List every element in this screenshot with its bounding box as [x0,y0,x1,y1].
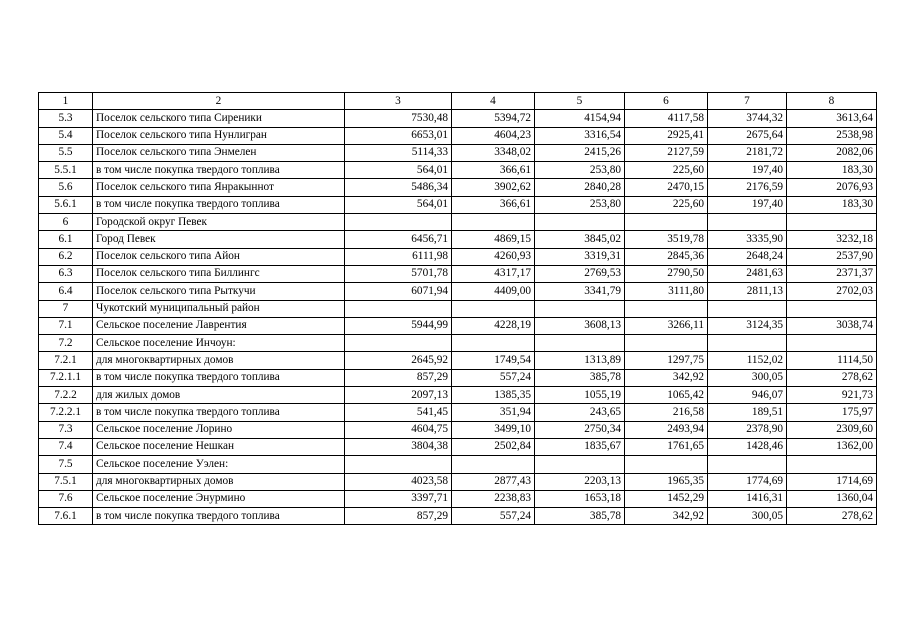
value-cell-col-7 [708,214,787,231]
value-cell-col-5: 2750,34 [535,421,625,438]
value-cell-col-4: 366,61 [452,162,535,179]
value-cell-col-7 [708,456,787,473]
table-row [39,404,877,421]
row-number-cell: 7.2.2 [39,387,93,404]
value-cell-col-7 [708,335,787,352]
value-cell-col-6: 2925,41 [625,127,708,144]
value-cell-col-8: 3232,18 [787,231,877,248]
value-cell-col-3: 3397,71 [345,490,452,507]
row-number-cell: 5.5 [39,144,93,161]
table-row [39,265,877,282]
value-cell-col-5: 2415,26 [535,144,625,161]
value-cell-col-4: 2877,43 [452,473,535,490]
value-cell-col-7: 197,40 [708,162,787,179]
value-cell-col-8 [787,456,877,473]
table-row [39,110,877,127]
value-cell-col-8: 183,30 [787,162,877,179]
row-number-cell: 7.6 [39,490,93,507]
row-name-cell: для жилых домов [93,387,345,404]
row-name-cell: Поселок сельского типа Айон [93,248,345,265]
table-row [39,456,877,473]
row-name-cell: Поселок сельского типа Рыткучи [93,283,345,300]
value-cell-col-3: 857,29 [345,369,452,386]
value-cell-col-8: 1362,00 [787,438,877,455]
value-cell-col-4: 366,61 [452,196,535,213]
value-cell-col-6: 342,92 [625,369,708,386]
row-number-cell: 6 [39,214,93,231]
table-row [39,438,877,455]
value-cell-col-8: 2076,93 [787,179,877,196]
row-number-cell: 7.6.1 [39,508,93,525]
value-cell-col-7: 2675,64 [708,127,787,144]
value-cell-col-3: 2645,92 [345,352,452,369]
value-cell-col-4: 3499,10 [452,421,535,438]
table-row [39,317,877,334]
table-row [39,127,877,144]
row-number-cell: 7.5 [39,456,93,473]
value-cell-col-4: 5394,72 [452,110,535,127]
value-cell-col-4: 4228,19 [452,317,535,334]
value-cell-col-4: 1385,35 [452,387,535,404]
value-cell-col-3: 564,01 [345,162,452,179]
value-cell-col-6 [625,335,708,352]
value-cell-col-5: 2840,28 [535,179,625,196]
value-cell-col-8: 2702,03 [787,283,877,300]
row-name-cell: Городской округ Певек [93,214,345,231]
value-cell-col-5: 3341,79 [535,283,625,300]
value-cell-col-5: 2769,53 [535,265,625,282]
value-cell-col-3: 6071,94 [345,283,452,300]
value-cell-col-3: 6111,98 [345,248,452,265]
table-row [39,179,877,196]
value-cell-col-8: 921,73 [787,387,877,404]
value-cell-col-7: 2378,90 [708,421,787,438]
table-row [39,387,877,404]
value-cell-col-6: 225,60 [625,162,708,179]
row-name-cell: для многоквартирных домов [93,473,345,490]
value-cell-col-4: 4260,93 [452,248,535,265]
value-cell-col-6: 3266,11 [625,317,708,334]
row-name-cell: Поселок сельского типа Нунлигран [93,127,345,144]
table-row [39,144,877,161]
value-cell-col-8: 2537,90 [787,248,877,265]
row-number-cell: 6.3 [39,265,93,282]
value-cell-col-6: 2845,36 [625,248,708,265]
row-number-cell: 5.5.1 [39,162,93,179]
row-name-cell: Сельское поселение Нешкан [93,438,345,455]
row-name-cell: в том числе покупка твердого топлива [93,508,345,525]
value-cell-col-7: 1774,69 [708,473,787,490]
row-number-cell: 7.2.2.1 [39,404,93,421]
table-row [39,421,877,438]
value-cell-col-5: 253,80 [535,162,625,179]
row-name-cell: в том числе покупка твердого топлива [93,162,345,179]
value-cell-col-4: 1749,54 [452,352,535,369]
row-name-cell: Поселок сельского типа Сиреники [93,110,345,127]
row-number-cell: 5.3 [39,110,93,127]
table-row [39,283,877,300]
value-cell-col-5: 243,65 [535,404,625,421]
row-number-cell: 7.1 [39,317,93,334]
row-number-cell: 6.4 [39,283,93,300]
value-cell-col-8: 1360,04 [787,490,877,507]
value-cell-col-7: 3335,90 [708,231,787,248]
table-row [39,352,877,369]
value-cell-col-4: 3902,62 [452,179,535,196]
value-cell-col-8: 2538,98 [787,127,877,144]
row-number-cell: 7.4 [39,438,93,455]
value-cell-col-6: 1965,35 [625,473,708,490]
table-row [39,162,877,179]
value-cell-col-6: 1065,42 [625,387,708,404]
value-cell-col-6: 342,92 [625,508,708,525]
value-cell-col-7: 300,05 [708,369,787,386]
value-cell-col-7: 2648,24 [708,248,787,265]
value-cell-col-5 [535,300,625,317]
row-name-cell: для многоквартирных домов [93,352,345,369]
value-cell-col-6: 2127,59 [625,144,708,161]
value-cell-col-7: 2811,13 [708,283,787,300]
value-cell-col-6: 1452,29 [625,490,708,507]
value-cell-col-3: 5944,99 [345,317,452,334]
value-cell-col-6 [625,300,708,317]
value-cell-col-4: 4604,23 [452,127,535,144]
value-cell-col-4: 557,24 [452,508,535,525]
column-number-row [39,93,877,110]
column-number-cell: 6 [625,93,708,110]
column-number-cell: 4 [452,93,535,110]
value-cell-col-5: 1653,18 [535,490,625,507]
row-number-cell: 7.2 [39,335,93,352]
value-cell-col-3 [345,214,452,231]
value-cell-col-3: 5114,33 [345,144,452,161]
value-cell-col-7: 946,07 [708,387,787,404]
value-cell-col-8: 183,30 [787,196,877,213]
row-name-cell: Сельское поселение Лаврентия [93,317,345,334]
table-row [39,196,877,213]
table-row [39,369,877,386]
value-cell-col-3: 5701,78 [345,265,452,282]
value-cell-col-3 [345,456,452,473]
value-cell-col-4: 4869,15 [452,231,535,248]
value-cell-col-7: 300,05 [708,508,787,525]
value-cell-col-4: 3348,02 [452,144,535,161]
value-cell-col-7: 3744,32 [708,110,787,127]
row-number-cell: 5.6.1 [39,196,93,213]
value-cell-col-8: 2309,60 [787,421,877,438]
value-cell-col-6: 2493,94 [625,421,708,438]
table-row [39,214,877,231]
row-name-cell: Чукотский муниципальный район [93,300,345,317]
value-cell-col-7: 197,40 [708,196,787,213]
value-cell-col-4: 2238,83 [452,490,535,507]
row-name-cell: Город Певек [93,231,345,248]
value-cell-col-7 [708,300,787,317]
value-cell-col-5 [535,456,625,473]
value-cell-col-3: 564,01 [345,196,452,213]
row-number-cell: 5.4 [39,127,93,144]
value-cell-col-8: 278,62 [787,508,877,525]
value-cell-col-4: 4317,17 [452,265,535,282]
row-number-cell: 7.2.1.1 [39,369,93,386]
column-number-cell: 3 [345,93,452,110]
row-name-cell: Сельское поселение Энурмино [93,490,345,507]
value-cell-col-3: 5486,34 [345,179,452,196]
value-cell-col-8: 1114,50 [787,352,877,369]
tariff-table-body [39,93,877,525]
table-row [39,231,877,248]
value-cell-col-4 [452,335,535,352]
row-name-cell: в том числе покупка твердого топлива [93,404,345,421]
row-number-cell: 6.2 [39,248,93,265]
value-cell-col-5 [535,335,625,352]
value-cell-col-6: 4117,58 [625,110,708,127]
value-cell-col-7: 1152,02 [708,352,787,369]
value-cell-col-3: 4023,58 [345,473,452,490]
value-cell-col-4 [452,214,535,231]
value-cell-col-4: 4409,00 [452,283,535,300]
value-cell-col-4: 557,24 [452,369,535,386]
value-cell-col-6 [625,456,708,473]
row-number-cell: 7.5.1 [39,473,93,490]
row-name-cell: Сельское поселение Инчоун: [93,335,345,352]
value-cell-col-4 [452,456,535,473]
row-name-cell: Поселок сельского типа Янракыннот [93,179,345,196]
value-cell-col-7: 1428,46 [708,438,787,455]
value-cell-col-3: 4604,75 [345,421,452,438]
value-cell-col-3 [345,300,452,317]
value-cell-col-5: 3608,13 [535,317,625,334]
value-cell-col-8 [787,335,877,352]
value-cell-col-8: 278,62 [787,369,877,386]
value-cell-col-6: 3519,78 [625,231,708,248]
value-cell-col-8: 2082,06 [787,144,877,161]
value-cell-col-8: 175,97 [787,404,877,421]
value-cell-col-5: 385,78 [535,369,625,386]
value-cell-col-5: 3319,31 [535,248,625,265]
value-cell-col-7: 2481,63 [708,265,787,282]
value-cell-col-4 [452,300,535,317]
row-number-cell: 5.6 [39,179,93,196]
value-cell-col-7: 2176,59 [708,179,787,196]
value-cell-col-5: 1055,19 [535,387,625,404]
column-number-cell: 5 [535,93,625,110]
column-number-cell: 8 [787,93,877,110]
value-cell-col-3: 2097,13 [345,387,452,404]
value-cell-col-6: 3111,80 [625,283,708,300]
row-number-cell: 7.2.1 [39,352,93,369]
value-cell-col-8 [787,300,877,317]
row-name-cell: Сельское поселение Лорино [93,421,345,438]
value-cell-col-6 [625,214,708,231]
tariff-table [38,92,877,525]
column-number-cell: 7 [708,93,787,110]
value-cell-col-6: 2470,15 [625,179,708,196]
value-cell-col-6: 216,58 [625,404,708,421]
row-name-cell: в том числе покупка твердого топлива [93,369,345,386]
value-cell-col-3: 3804,38 [345,438,452,455]
value-cell-col-7: 189,51 [708,404,787,421]
value-cell-col-7: 1416,31 [708,490,787,507]
value-cell-col-8: 3613,64 [787,110,877,127]
value-cell-col-4: 2502,84 [452,438,535,455]
value-cell-col-5: 1835,67 [535,438,625,455]
value-cell-col-6: 2790,50 [625,265,708,282]
value-cell-col-5 [535,214,625,231]
value-cell-col-3: 541,45 [345,404,452,421]
column-number-cell: 2 [93,93,345,110]
row-number-cell: 7.3 [39,421,93,438]
row-name-cell: Поселок сельского типа Энмелен [93,144,345,161]
row-name-cell: Поселок сельского типа Биллингс [93,265,345,282]
table-row [39,335,877,352]
value-cell-col-6: 1297,75 [625,352,708,369]
value-cell-col-5: 2203,13 [535,473,625,490]
value-cell-col-6: 225,60 [625,196,708,213]
value-cell-col-3: 6456,71 [345,231,452,248]
value-cell-col-6: 1761,65 [625,438,708,455]
row-number-cell: 7 [39,300,93,317]
value-cell-col-3: 7530,48 [345,110,452,127]
value-cell-col-7: 3124,35 [708,317,787,334]
table-row [39,248,877,265]
value-cell-col-8 [787,214,877,231]
value-cell-col-7: 2181,72 [708,144,787,161]
value-cell-col-4: 351,94 [452,404,535,421]
table-row [39,473,877,490]
value-cell-col-3 [345,335,452,352]
row-name-cell: Сельское поселение Уэлен: [93,456,345,473]
value-cell-col-8: 2371,37 [787,265,877,282]
table-row [39,490,877,507]
row-number-cell: 6.1 [39,231,93,248]
row-name-cell: в том числе покупка твердого топлива [93,196,345,213]
value-cell-col-5: 385,78 [535,508,625,525]
table-row [39,300,877,317]
value-cell-col-5: 3845,02 [535,231,625,248]
value-cell-col-5: 1313,89 [535,352,625,369]
value-cell-col-3: 857,29 [345,508,452,525]
table-row [39,508,877,525]
column-number-cell: 1 [39,93,93,110]
value-cell-col-8: 1714,69 [787,473,877,490]
value-cell-col-5: 4154,94 [535,110,625,127]
value-cell-col-5: 3316,54 [535,127,625,144]
value-cell-col-3: 6653,01 [345,127,452,144]
value-cell-col-5: 253,80 [535,196,625,213]
value-cell-col-8: 3038,74 [787,317,877,334]
